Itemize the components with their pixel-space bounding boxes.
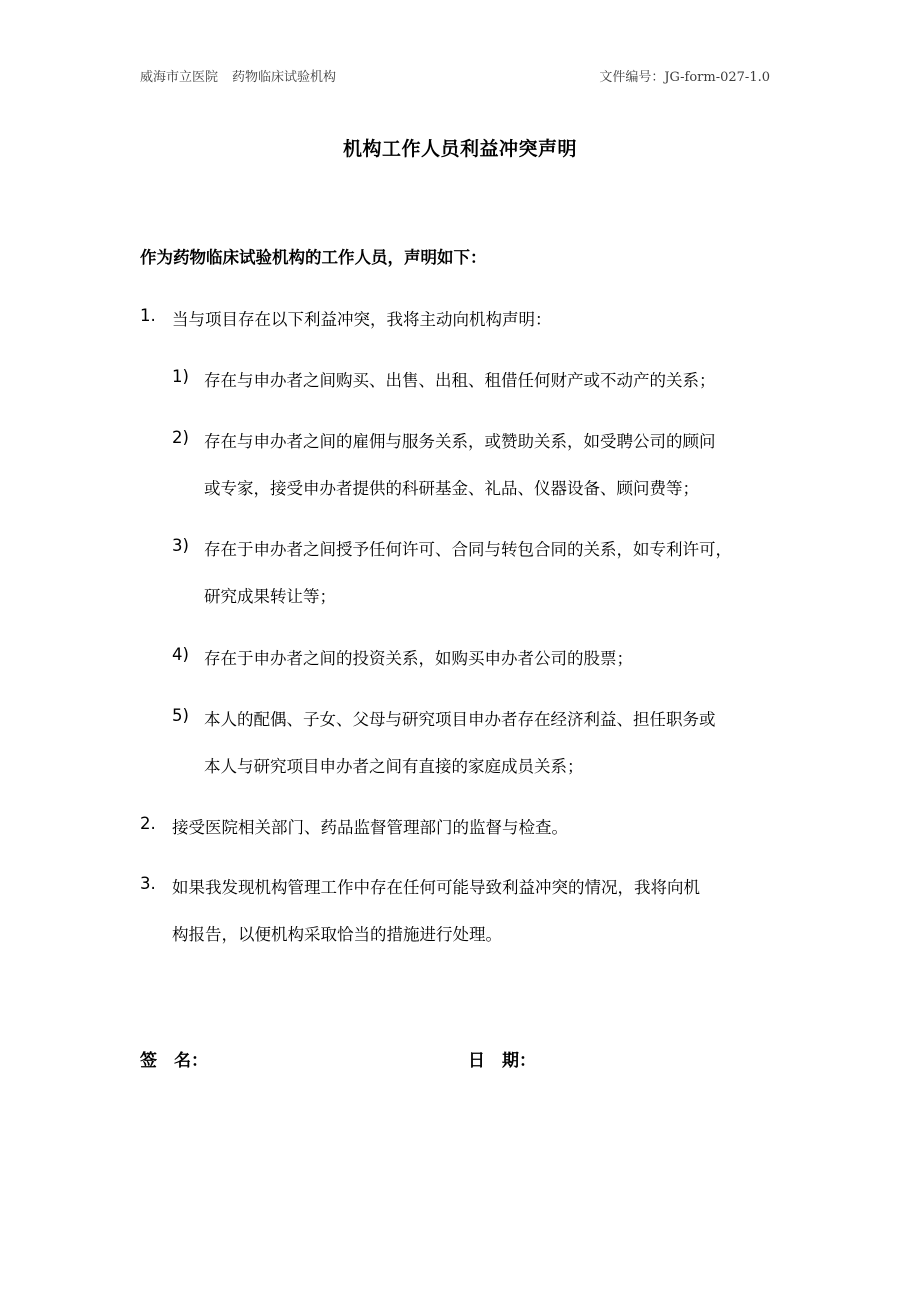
date-label: 日 期： xyxy=(468,1051,536,1071)
subitem-5-number: 5) xyxy=(172,706,189,725)
item-3-text-line-1: 如果我发现机构管理工作中存在任何可能导致利益冲突的情况，我将向机 xyxy=(172,878,700,897)
item-2-text: 接受医院相关部门、药品监督管理部门的监督与检查。 xyxy=(172,818,568,837)
signature-label: 签 名： xyxy=(140,1051,208,1071)
header-department: 药物临床试验机构 xyxy=(232,70,337,85)
header-hospital: 威海市立医院 xyxy=(140,70,219,85)
header-left xyxy=(140,66,336,85)
subitem-4-number: 4) xyxy=(172,645,189,664)
page-header xyxy=(140,66,770,88)
subitem-2-text-line-2: 或专家，接受申办者提供的科研基金、礼品、仪器设备、顾问费等； xyxy=(204,479,699,498)
intro-statement: 作为药物临床试验机构的工作人员，声明如下： xyxy=(140,248,487,267)
subitem-1-text: 存在与申办者之间购买、出售、出租、租借任何财产或不动产的关系； xyxy=(204,371,716,390)
subitem-2-text-line-1: 存在与申办者之间的雇佣与服务关系，或赞助关系，如受聘公司的顾问 xyxy=(204,432,716,451)
header-doc-number: 文件编号：JG-form-027-1.0 xyxy=(599,70,770,85)
item-1-text: 当与项目存在以下利益冲突，我将主动向机构声明： xyxy=(172,310,552,329)
item-2-number: 2. xyxy=(140,814,156,833)
subitem-1-number: 1) xyxy=(172,367,189,386)
item-3-text-line-2: 构报告，以便机构采取恰当的措施进行处理。 xyxy=(172,925,502,944)
subitem-5-text-line-1: 本人的配偶、子女、父母与研究项目申办者存在经济利益、担任职务或 xyxy=(204,710,716,729)
item-1-number: 1. xyxy=(140,306,156,325)
subitem-3-number: 3) xyxy=(172,536,189,555)
subitem-3-text-line-1: 存在于申办者之间授予任何许可、合同与转包合同的关系，如专利许可， xyxy=(204,540,732,559)
subitem-4-text: 存在于申办者之间的投资关系，如购买申办者公司的股票； xyxy=(204,649,633,668)
subitem-2-number: 2) xyxy=(172,428,189,447)
subitem-3-text-line-2: 研究成果转让等； xyxy=(204,587,336,606)
subitem-5-text-line-2: 本人与研究项目申办者之间有直接的家庭成员关系； xyxy=(204,757,584,776)
item-3-number: 3. xyxy=(140,874,156,893)
document-title: 机构工作人员利益冲突声明 xyxy=(342,138,577,160)
